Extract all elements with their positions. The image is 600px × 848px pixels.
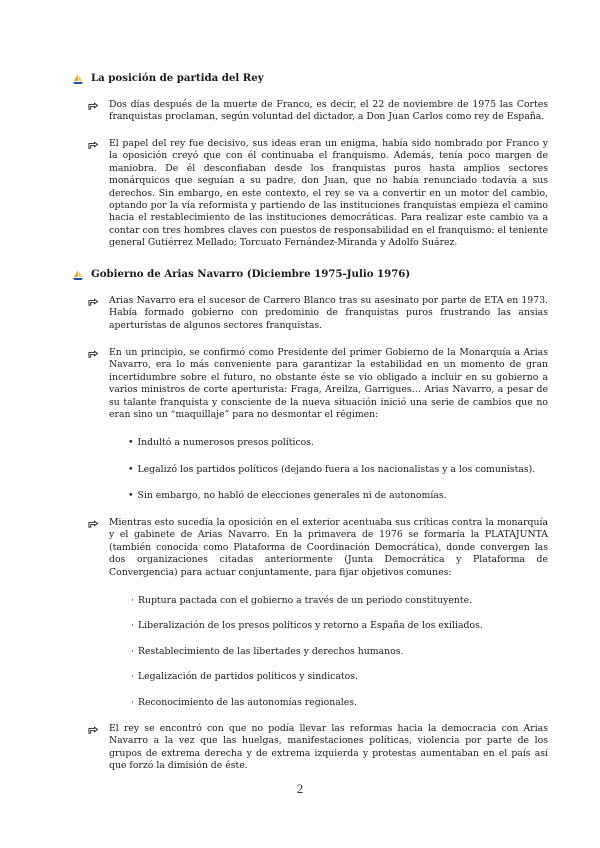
pointing-hand-icon: [88, 348, 99, 359]
pointing-hand-icon: [88, 518, 99, 529]
bullet-icon: •: [128, 464, 134, 475]
section-heading-rey: [72, 72, 552, 85]
list-item: · Reconocimiento de las autonomías regionales.: [131, 697, 357, 708]
paragraph: [88, 517, 548, 579]
bullet-icon: ·: [131, 671, 134, 682]
paragraph-text: Dos días después de la muerte de Franco, es decir, el 22 de noviembre de 1975 las Cortes franquistas proclaman, según voluntad del dictador, a Don Juan Carlos como rey de España.: [109, 99, 548, 123]
pointing-hand-icon: [88, 724, 99, 735]
paragraph-text: En un principio, se confirmó como Presidente del primer Gobierno de la Monarquía a Arias Navarro, era lo más conveniente para garantizar la estabilidad en un momento de gran incertidumbre sobre el futuro, no obstante éste se vio obligado a incluir en su gobierno a varios ministros de corte aperturista: Fraga, Areilza, Garrigues… Arias Navarro, a pesar de su talante franquista y consciente de la nueva situación inició una serie de cambios que no eran sino un “maquillaje” para no desmontar el régimen:: [109, 347, 548, 421]
list-item: • Indultó a numerosos presos políticos.: [128, 437, 314, 448]
bullet-icon: ·: [131, 620, 134, 631]
list-item: · Liberalización de los presos políticos y retorno a España de los exiliados.: [131, 620, 483, 631]
paragraph-text: El papel del rey fue decisivo, sus ideas eran un enigma, había sido nombrado por Franco y la oposición creyó que con él continuaba el franquismo. Además, tenía poco margen de maniobra. De él desconfiaban desde los franquistas puros hasta amplios sectores monárquicos que seguían a su padre, don Juan, que no había renunciado todavía a sus derechos. Sin embargo, en este contexto, el rey se va a convertir en un motor del cambio, optando por la vía reformista y partiendo de las instituciones franquistas empieza el camino hacia el restablecimiento de las instituciones democráticas. Para realizar este cambio va a contar con tres hombres claves con puestos de responsabilidad en el franquismo: el teniente general Gutiérrez Mellado; Torcuato Fernández-Miranda y Adolfo Suárez.: [109, 138, 548, 249]
paragraph-text: Arias Navarro era el sucesor de Carrero Blanco tras su asesinato por parte de ETA en 1973. Había formado gobierno con predominio de franquistas puros frustrando las ansias aperturistas de algunos sectores franquistas.: [109, 295, 548, 331]
paragraph: [88, 723, 548, 773]
list-item: • Sin embargo, no habló de elecciones generales ni de autonomías.: [128, 490, 447, 501]
bullet-icon: •: [128, 490, 134, 501]
paragraph: [88, 99, 548, 124]
page-number: 2: [296, 781, 304, 796]
bullet-icon: ·: [131, 697, 134, 708]
section-heading-text: La posición de partida del Rey: [91, 72, 264, 84]
pointing-hand-icon: [88, 139, 99, 150]
paragraph: [88, 347, 548, 421]
section-heading-arias: [72, 268, 552, 281]
paragraph: [88, 138, 548, 250]
bullet-icon: ·: [131, 646, 134, 657]
list-item: · Legalización de partidos políticos y sindicatos.: [131, 671, 358, 682]
sailboat-icon: [72, 269, 84, 281]
pointing-hand-icon: [88, 296, 99, 307]
bullet-icon: •: [128, 437, 134, 448]
paragraph-text: Mientras esto sucedía la oposición en el exterior acentuaba sus críticas contra la monarquía y el gabinete de Arias Navarro. En la primavera de 1976 se formaría la PLATAJUNTA (también conocida como Plataforma de Coordinación Democrática), donde convergen las dos organizaciones citadas anteriormente (Junta Democrática y Plataforma de Convergencia) para actuar conjuntamente, para fijar objetivos comunes:: [109, 517, 548, 578]
section-heading-text: Gobierno de Arias Navarro (Diciembre 1975-Julio 1976): [91, 268, 411, 280]
list-item: • Legalizó los partidos políticos (dejando fuera a los nacionalistas y a los comunistas).: [128, 464, 536, 475]
sailboat-icon: [72, 73, 84, 85]
paragraph-text: El rey se encontró con que no podía llevar las reformas hacia la democracia con Arias Navarro a la vez que las huelgas, manifestaciones políticas, violencia por parte de los grupos de extrema derecha y de extrema izquierda y protestas aumentaban en el país así que forzó la dimisión de éste.: [109, 723, 548, 772]
list-item: · Ruptura pactada con el gobierno a través de un periodo constituyente.: [131, 595, 473, 606]
pointing-hand-icon: [88, 100, 99, 111]
bullet-icon: ·: [131, 595, 134, 606]
paragraph: [88, 295, 548, 332]
list-item: · Restablecimiento de las libertades y derechos humanos.: [131, 646, 404, 657]
